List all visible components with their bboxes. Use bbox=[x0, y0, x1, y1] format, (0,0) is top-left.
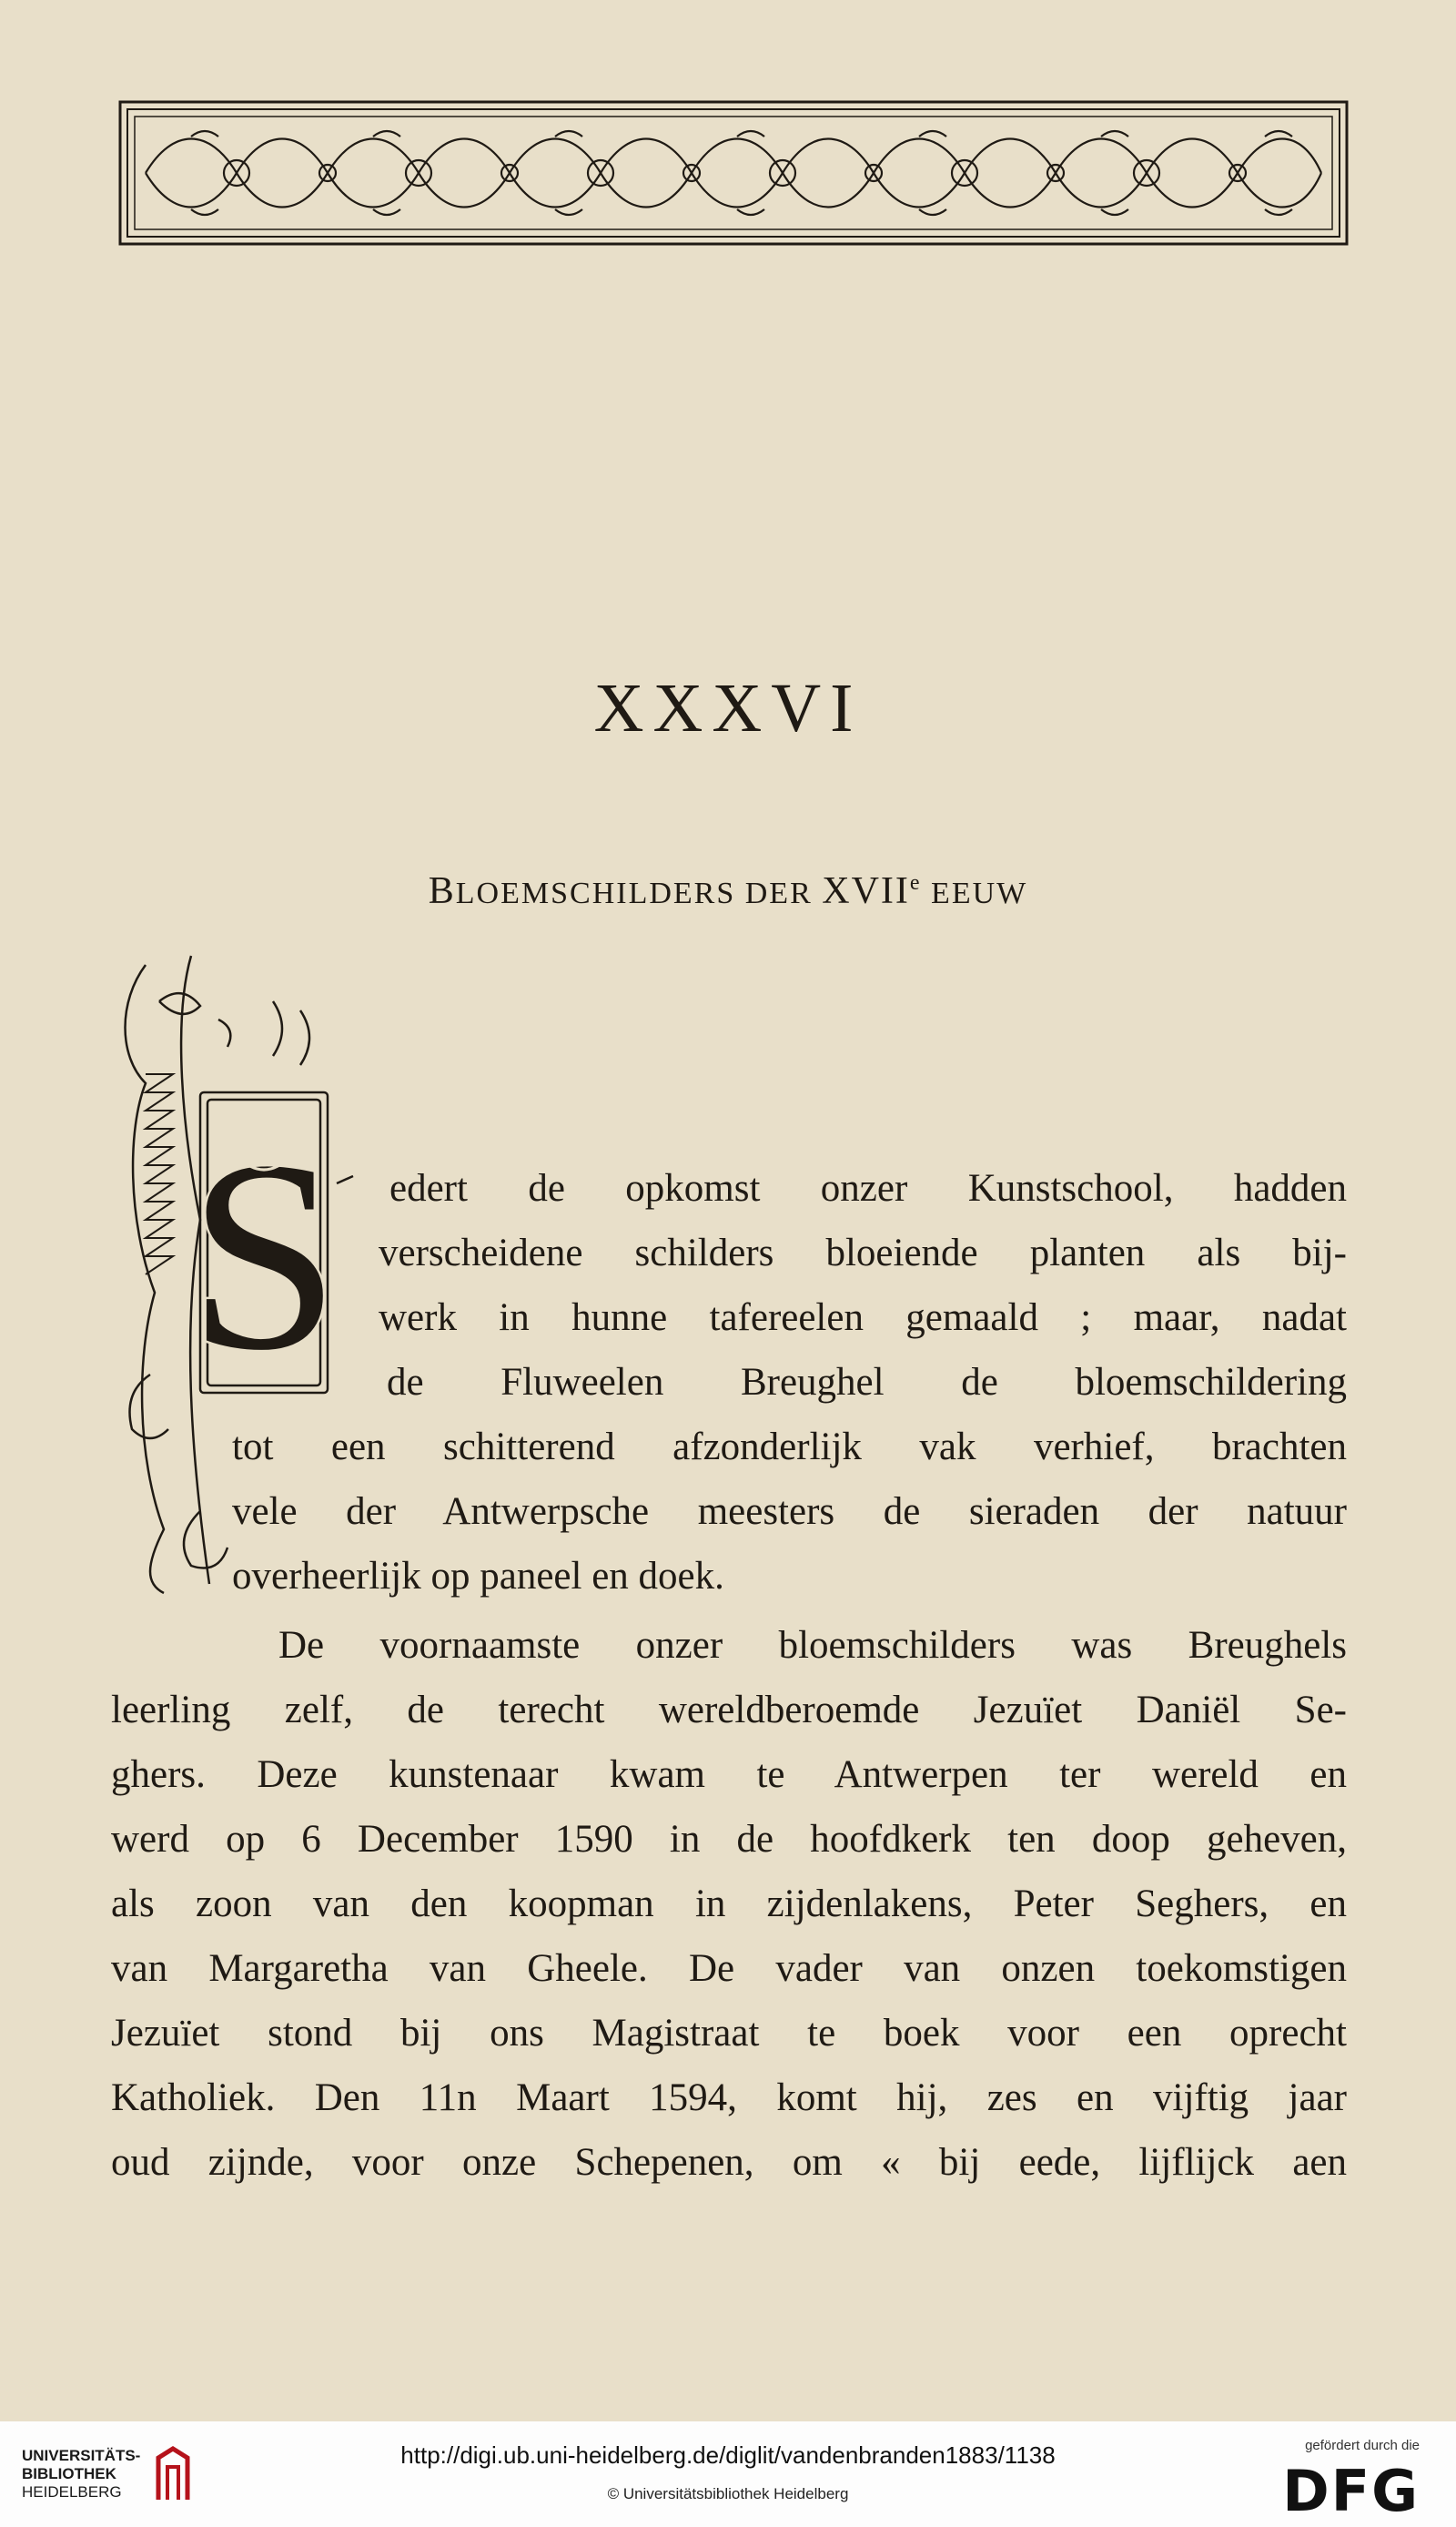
paragraph2-line-1: De voornaamste onzer bloemschilders was Breughels bbox=[278, 1624, 1347, 1667]
chapter-number: XXXVI bbox=[593, 670, 863, 746]
paragraph2-line-5: als zoon van den koopman in zijdenlakens, Peter Seghers, en bbox=[111, 1883, 1347, 1925]
paragraph1-line-1: edert de opkomst onzer Kunstschool, hadden bbox=[389, 1167, 1347, 1210]
paragraph1-line-6: vele der Antwerpsche meesters de sieraden der natuur bbox=[232, 1490, 1347, 1533]
paragraph2-line-7: Jezuïet stond bij ons Magistraat te boek voor een oprecht bbox=[111, 2012, 1347, 2055]
chapter-title-tail: EEUW bbox=[921, 877, 1028, 910]
paragraph2-line-8: Katholiek. Den 11n Maart 1594, komt hij, zes en vijftig jaar bbox=[111, 2076, 1347, 2119]
dropcap-letter: S bbox=[187, 1104, 340, 1406]
permalink-url[interactable]: http://digi.ub.uni-heidelberg.de/diglit/vandenbranden1883/1138 bbox=[400, 2441, 1056, 2469]
footer-bar bbox=[0, 2421, 1456, 2527]
paragraph2-line-9: oud zijnde, voor onze Schepenen, om « bij eede, lijflijck aen bbox=[111, 2141, 1347, 2184]
paragraph1-line-7: overheerlijk op paneel en doek. bbox=[232, 1555, 724, 1598]
funder-note: gefördert durch die bbox=[1305, 2438, 1420, 2453]
paragraph1-line-5: tot een schitterend afzonderlijk vak verhief, brachten bbox=[232, 1426, 1347, 1468]
paragraph1-line-3: werk in hunne tafereelen gemaald ; maar, nadat bbox=[379, 1296, 1347, 1339]
paragraph2-line-4: werd op 6 December 1590 in de hoofdkerk ten doop geheven, bbox=[111, 1818, 1347, 1861]
copyright-notice: © Universitätsbibliothek Heidelberg bbox=[607, 2485, 849, 2502]
paragraph1-line-4: de Fluweelen Breughel de bloemschildering bbox=[387, 1361, 1347, 1404]
chapter-title-lead: B bbox=[428, 870, 456, 912]
paragraph2-line-3: ghers. Deze kunstenaar kwam te Antwerpen ter wereld en bbox=[111, 1753, 1347, 1796]
chapter-title-sup: e bbox=[909, 871, 922, 895]
library-name-line-2: BIBLIOTHEK bbox=[22, 2465, 116, 2482]
paragraph1-line-2: verscheidene schilders bloeiende planten als bij- bbox=[379, 1232, 1347, 1274]
paragraph2-line-6: van Margaretha van Gheele. De vader van onzen toekomstigen bbox=[111, 1947, 1347, 1990]
dfg-logo: DFG bbox=[1282, 2458, 1420, 2524]
chapter-title bbox=[0, 869, 1456, 913]
paragraph2-line-2: leerling zelf, de terecht wereldberoemde Jezuïet Daniël Se- bbox=[111, 1689, 1347, 1731]
chapter-title-smallcaps: LOEMSCHILDERS DER bbox=[455, 877, 823, 910]
library-name-line-3: HEIDELBERG bbox=[22, 2483, 122, 2501]
decorative-header-band bbox=[118, 100, 1349, 246]
chapter-title-century: XVII bbox=[822, 870, 910, 912]
library-name-line-1: UNIVERSITÄTS- bbox=[22, 2447, 141, 2464]
